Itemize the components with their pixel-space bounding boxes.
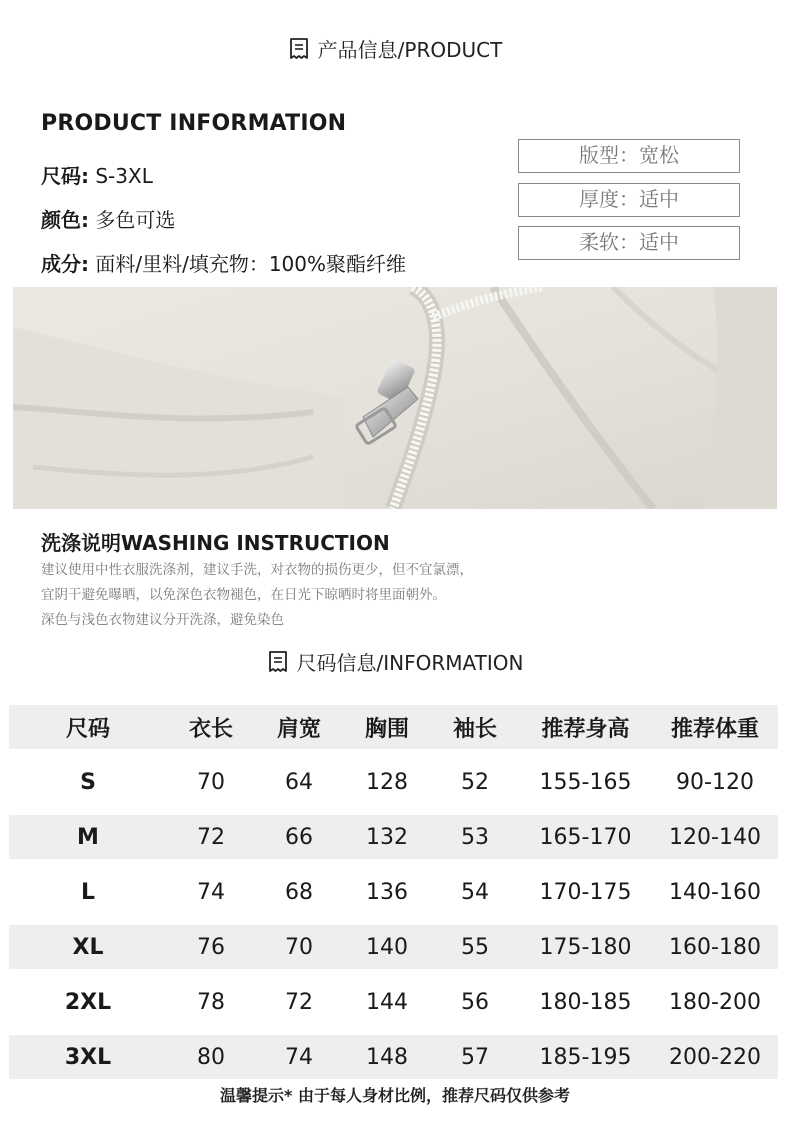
column-header: 尺码 bbox=[65, 716, 110, 742]
column-header: 袖长 bbox=[452, 716, 497, 742]
table-cell: 70 bbox=[197, 769, 225, 795]
washing-line: 深色与浅色衣物建议分开洗涤，避免染色 bbox=[41, 612, 284, 628]
attribute-thickness: 厚度：适中 bbox=[518, 183, 740, 217]
table-cell: 74 bbox=[197, 879, 225, 905]
spec-color bbox=[41, 204, 175, 233]
column-header: 肩宽 bbox=[276, 716, 321, 742]
table-cell: 175-180 bbox=[539, 934, 632, 960]
table-cell: 148 bbox=[366, 1044, 408, 1070]
table-row bbox=[9, 980, 778, 1024]
attribute-softness: 柔软：适中 bbox=[518, 226, 740, 260]
table-row bbox=[9, 870, 778, 914]
table-cell: 66 bbox=[285, 824, 313, 850]
column-header: 推荐身高 bbox=[541, 716, 630, 742]
table-cell: 120-140 bbox=[669, 824, 761, 850]
spec-size-value: S-3XL bbox=[89, 164, 153, 188]
table-cell: 74 bbox=[285, 1044, 313, 1070]
spec-material bbox=[41, 248, 406, 277]
table-cell: 140 bbox=[366, 934, 408, 960]
table-cell: 72 bbox=[197, 824, 225, 850]
spec-color-label: 颜色: bbox=[41, 208, 89, 232]
table-cell: 170-175 bbox=[539, 879, 632, 905]
table-cell: 78 bbox=[197, 989, 225, 1015]
table-cell: 155-165 bbox=[539, 769, 632, 795]
product-detail-photo bbox=[13, 287, 777, 509]
column-header: 推荐体重 bbox=[670, 716, 759, 742]
table-row bbox=[9, 925, 778, 969]
column-header: 胸围 bbox=[364, 716, 409, 742]
section-header-size bbox=[0, 647, 790, 679]
table-cell: 180-185 bbox=[539, 989, 632, 1015]
receipt-icon bbox=[288, 37, 310, 66]
washing-line: 宜阴干避免曝晒，以免深色衣物褪色，在日光下晾晒时将里面朝外。 bbox=[41, 587, 446, 603]
table-row bbox=[9, 760, 778, 804]
spec-material-label: 成分: bbox=[41, 252, 89, 276]
section-header-text: 尺码信息/INFORMATION bbox=[296, 651, 524, 675]
section-header-product bbox=[0, 34, 790, 66]
size-cell: L bbox=[80, 879, 96, 905]
size-cell: M bbox=[77, 824, 99, 850]
table-cell: 90-120 bbox=[676, 769, 754, 795]
column-header: 衣长 bbox=[188, 716, 233, 742]
table-cell: 200-220 bbox=[669, 1044, 761, 1070]
size-cell: S bbox=[80, 769, 96, 795]
table-cell: 52 bbox=[461, 769, 489, 795]
table-cell: 180-200 bbox=[669, 989, 761, 1015]
table-cell: 185-195 bbox=[539, 1044, 632, 1070]
table-cell: 128 bbox=[366, 769, 408, 795]
washing-line: 建议使用中性衣服洗涤剂，建议手洗，对衣物的损伤更少，但不宜氯漂， bbox=[41, 562, 473, 578]
spec-size bbox=[41, 160, 153, 189]
section-header-text: 产品信息/PRODUCT bbox=[317, 38, 503, 62]
table-cell: 68 bbox=[285, 879, 313, 905]
receipt-icon bbox=[267, 650, 289, 679]
table-cell: 70 bbox=[285, 934, 313, 960]
table-cell: 165-170 bbox=[539, 824, 632, 850]
spec-size-label: 尺码: bbox=[41, 164, 89, 188]
table-cell: 160-180 bbox=[669, 934, 761, 960]
table-cell: 72 bbox=[285, 989, 313, 1015]
attribute-fit: 版型：宽松 bbox=[518, 139, 740, 173]
table-cell: 55 bbox=[461, 934, 489, 960]
spec-color-value: 多色可选 bbox=[89, 208, 176, 232]
table-cell: 56 bbox=[461, 989, 489, 1015]
table-cell: 144 bbox=[366, 989, 408, 1015]
table-cell: 140-160 bbox=[669, 879, 761, 905]
table-cell: 132 bbox=[366, 824, 408, 850]
table-cell: 57 bbox=[461, 1044, 489, 1070]
footnote: 温馨提示* 由于每人身材比例，推荐尺码仅供参考 bbox=[220, 1086, 570, 1105]
table-cell: 53 bbox=[461, 824, 489, 850]
table-header-row bbox=[9, 705, 778, 749]
table-cell: 54 bbox=[461, 879, 489, 905]
size-cell: 2XL bbox=[64, 989, 112, 1015]
table-row bbox=[9, 1035, 778, 1079]
table-cell: 136 bbox=[366, 879, 408, 905]
size-cell: 3XL bbox=[64, 1044, 112, 1070]
table-cell: 76 bbox=[197, 934, 225, 960]
size-cell: XL bbox=[72, 934, 104, 960]
washing-title: 洗涤说明WASHING INSTRUCTION bbox=[41, 531, 390, 555]
table-cell: 80 bbox=[197, 1044, 225, 1070]
product-info-title: PRODUCT INFORMATION bbox=[41, 111, 347, 136]
spec-material-value: 面料/里料/填充物：100%聚酯纤维 bbox=[89, 252, 407, 276]
table-cell: 64 bbox=[285, 769, 313, 795]
table-row bbox=[9, 815, 778, 859]
